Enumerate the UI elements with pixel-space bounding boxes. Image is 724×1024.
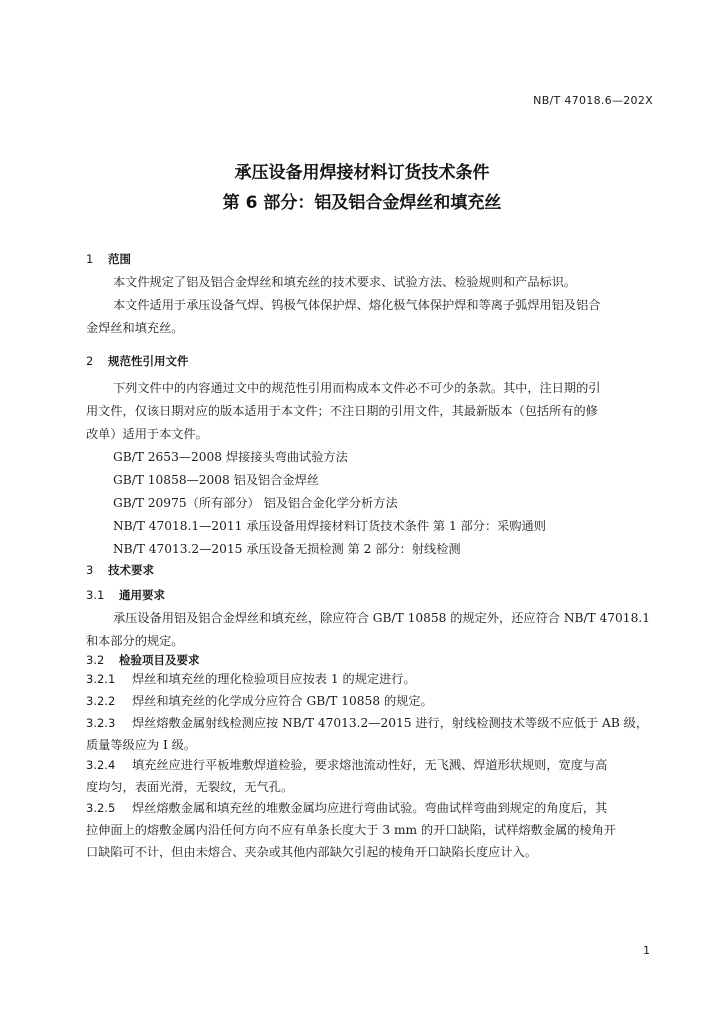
paragraph-line: 度均匀，表面光滑，无裂纹，无气孔。	[86, 780, 294, 794]
reference-item: GB/T 2653—2008 焊接接头弯曲试验方法	[113, 450, 348, 464]
section-title: 规范性引用文件	[108, 354, 189, 368]
clause-number: 3.2.5	[86, 801, 116, 815]
reference-item: GB/T 20975（所有部分） 铝及铝合金化学分析方法	[113, 496, 398, 510]
clause-number: 3.2.1	[86, 672, 116, 686]
section-title: 范围	[108, 252, 131, 266]
clause-text: 焊丝和填充丝的化学成分应符合 GB/T 10858 的规定。	[132, 694, 433, 708]
paragraph-line: 本文件规定了铝及铝合金焊丝和填充丝的技术要求、试验方法、检验规则和产品标识。	[113, 275, 577, 289]
clause-text: 填充丝应进行平板堆敷焊道检验，要求熔池流动性好，无飞溅、焊道形状规则，宽度与高	[132, 758, 608, 772]
section-title: 技术要求	[108, 563, 154, 577]
section-1-heading	[86, 251, 131, 267]
section-2-heading	[86, 353, 189, 369]
paragraph-line: 改单）适用于本文件。	[86, 427, 208, 441]
paragraph-line: 承压设备用铝及铝合金焊丝和填充丝，除应符合 GB/T 10858 的规定外，还应符合 NB/T 47018.1	[113, 611, 650, 625]
subsection-title: 通用要求	[119, 588, 165, 602]
paragraph-line: 拉伸面上的熔敷金属内沿任何方向不应有单条长度大于 3 mm 的开口缺陷，试样熔敷金属的棱角开	[86, 823, 616, 837]
subsection-number: 3.1	[86, 588, 105, 602]
clause-3-2-3	[86, 715, 648, 731]
paragraph-line: 本文件适用于承压设备气焊、钨极气体保护焊、熔化极气体保护焊和等离子弧焊用铝及铝合	[113, 298, 601, 312]
document-title-line2: 第 6 部分：铝及铝合金焊丝和填充丝	[222, 193, 502, 213]
document-code: NB/T 47018.6—202X	[533, 94, 653, 107]
section-3-heading	[86, 562, 154, 578]
clause-number: 3.2.3	[86, 716, 116, 730]
paragraph-line: 下列文件中的内容通过文中的规范性引用而构成本文件必不可少的条款。其中，注日期的引	[113, 381, 601, 395]
clause-text: 焊丝和填充丝的理化检验项目应按表 1 的规定进行。	[132, 672, 416, 686]
subsection-title: 检验项目及要求	[119, 653, 200, 667]
section-number: 1	[86, 252, 94, 266]
subsection-number: 3.2	[86, 653, 105, 667]
paragraph-line: 用文件，仅该日期对应的版本适用于本文件；不注日期的引用文件，其最新版本（包括所有的修	[86, 404, 598, 418]
clause-number: 3.2.2	[86, 694, 116, 708]
subsection-3-1-heading	[86, 587, 165, 603]
paragraph-line: 口缺陷可不计，但由未熔合、夹杂或其他内部缺欠引起的棱角开口缺陷长度应计入。	[86, 845, 537, 859]
clause-3-2-4	[86, 757, 607, 773]
clause-3-2-1	[86, 671, 416, 687]
clause-text: 焊丝熔敷金属射线检测应按 NB/T 47013.2—2015 进行，射线检测技术等级不应低于 AB 级，	[132, 716, 649, 730]
clause-3-2-5	[86, 800, 607, 816]
paragraph-line: 质量等级应为 I 级。	[86, 738, 197, 752]
page-number: 1	[643, 944, 650, 957]
clause-3-2-2	[86, 693, 433, 709]
reference-item: NB/T 47018.1—2011 承压设备用焊接材料订货技术条件 第 1 部分：采购通则	[113, 519, 546, 533]
subsection-3-2-heading	[86, 652, 200, 668]
clause-number: 3.2.4	[86, 758, 116, 772]
document-title-line1: 承压设备用焊接材料订货技术条件	[234, 163, 490, 183]
reference-item: NB/T 47013.2—2015 承压设备无损检测 第 2 部分：射线检测	[113, 542, 461, 556]
paragraph-line: 和本部分的规定。	[86, 634, 184, 648]
clause-text: 焊丝熔敷金属和填充丝的堆敷金属均应进行弯曲试验。弯曲试样弯曲到规定的角度后，其	[132, 801, 608, 815]
section-number: 3	[86, 563, 94, 577]
section-number: 2	[86, 354, 94, 368]
reference-item: GB/T 10858—2008 铝及铝合金焊丝	[113, 473, 319, 487]
paragraph-line: 金焊丝和填充丝。	[86, 321, 184, 335]
